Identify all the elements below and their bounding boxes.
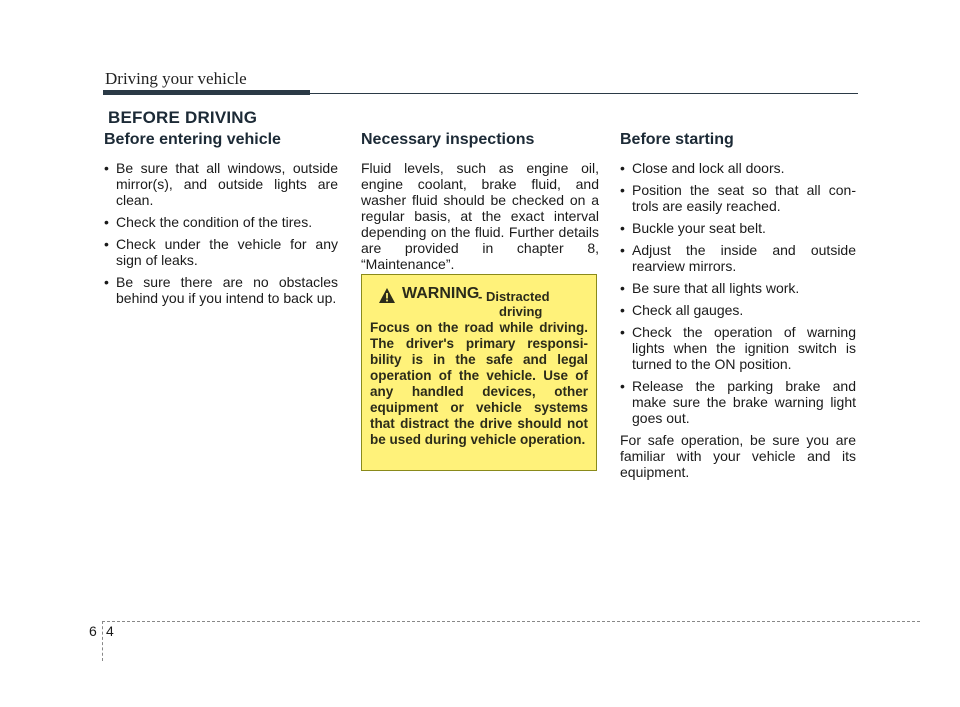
page-number: 4 — [106, 623, 114, 639]
header-title: Driving your vehicle — [105, 69, 247, 88]
column-before-starting — [620, 132, 856, 486]
footer-divider — [102, 621, 103, 661]
warning-text: Focus on the road while driving. The driver's primary responsi-bility is in the safe and legal operation of the vehicle. Use of any handled devices, other equipment or vehicle systems that distract the drive should not be used during vehicle operation. — [370, 320, 588, 447]
list-item: • Be sure that all windows, outside mirror(s), and outside lights are clean. — [104, 160, 338, 208]
list-item: • Check the operation of warning lights when the ignition switch is turned to the ON position. — [620, 324, 856, 372]
list-item: • Be sure that all lights work. — [620, 280, 800, 296]
column-before-entering — [104, 132, 338, 312]
list-item: • Be sure there are no obstacles behind you if you intend to back up. — [104, 274, 338, 306]
header-rule — [103, 93, 858, 94]
warning-triangle-icon — [378, 287, 396, 304]
before-starting-list — [620, 160, 856, 426]
list-item: • Check all gauges. — [620, 302, 744, 318]
list-item: • Check under the vehicle for any sign of leaks. — [104, 236, 338, 268]
heading-before-entering: Before entering vehicle — [104, 131, 281, 148]
warning-box — [361, 274, 597, 471]
list-item: • Buckle your seat belt. — [620, 220, 766, 236]
warning-subtitle: - Distracted — [478, 289, 550, 304]
list-item: • Position the seat so that all con-trols are easily reached. — [620, 182, 856, 214]
page-chapter-number: 6 — [89, 623, 97, 639]
list-item: • Release the parking brake and make sure the brake warning light goes out. — [620, 378, 856, 426]
list-item: • Close and lock all doors. — [620, 160, 785, 176]
heading-necessary-inspections: Necessary inspections — [361, 131, 535, 148]
list-item: • Check the condition of the tires. — [104, 214, 313, 230]
inspections-paragraph: Fluid levels, such as engine oil, engine coolant, brake fluid, and washer fluid should be checked on a regular basis, at the exact interval depending on the fluid. Further details are provided in chapter 8, “Maintenance”. — [361, 160, 599, 272]
heading-before-starting: Before starting — [620, 131, 734, 148]
before-entering-list — [104, 160, 338, 306]
list-item: • Adjust the inside and outside rearview mirrors. — [620, 242, 856, 274]
footer-rule — [102, 621, 920, 622]
warning-subtitle-cont: driving — [499, 304, 543, 319]
section-title: BEFORE DRIVING — [108, 108, 258, 127]
column-necessary-inspections — [361, 132, 599, 278]
warning-label: WARNING — [402, 285, 480, 302]
safe-operation-paragraph: For safe operation, be sure you are familiar with your vehicle and its equipment. — [620, 432, 856, 480]
